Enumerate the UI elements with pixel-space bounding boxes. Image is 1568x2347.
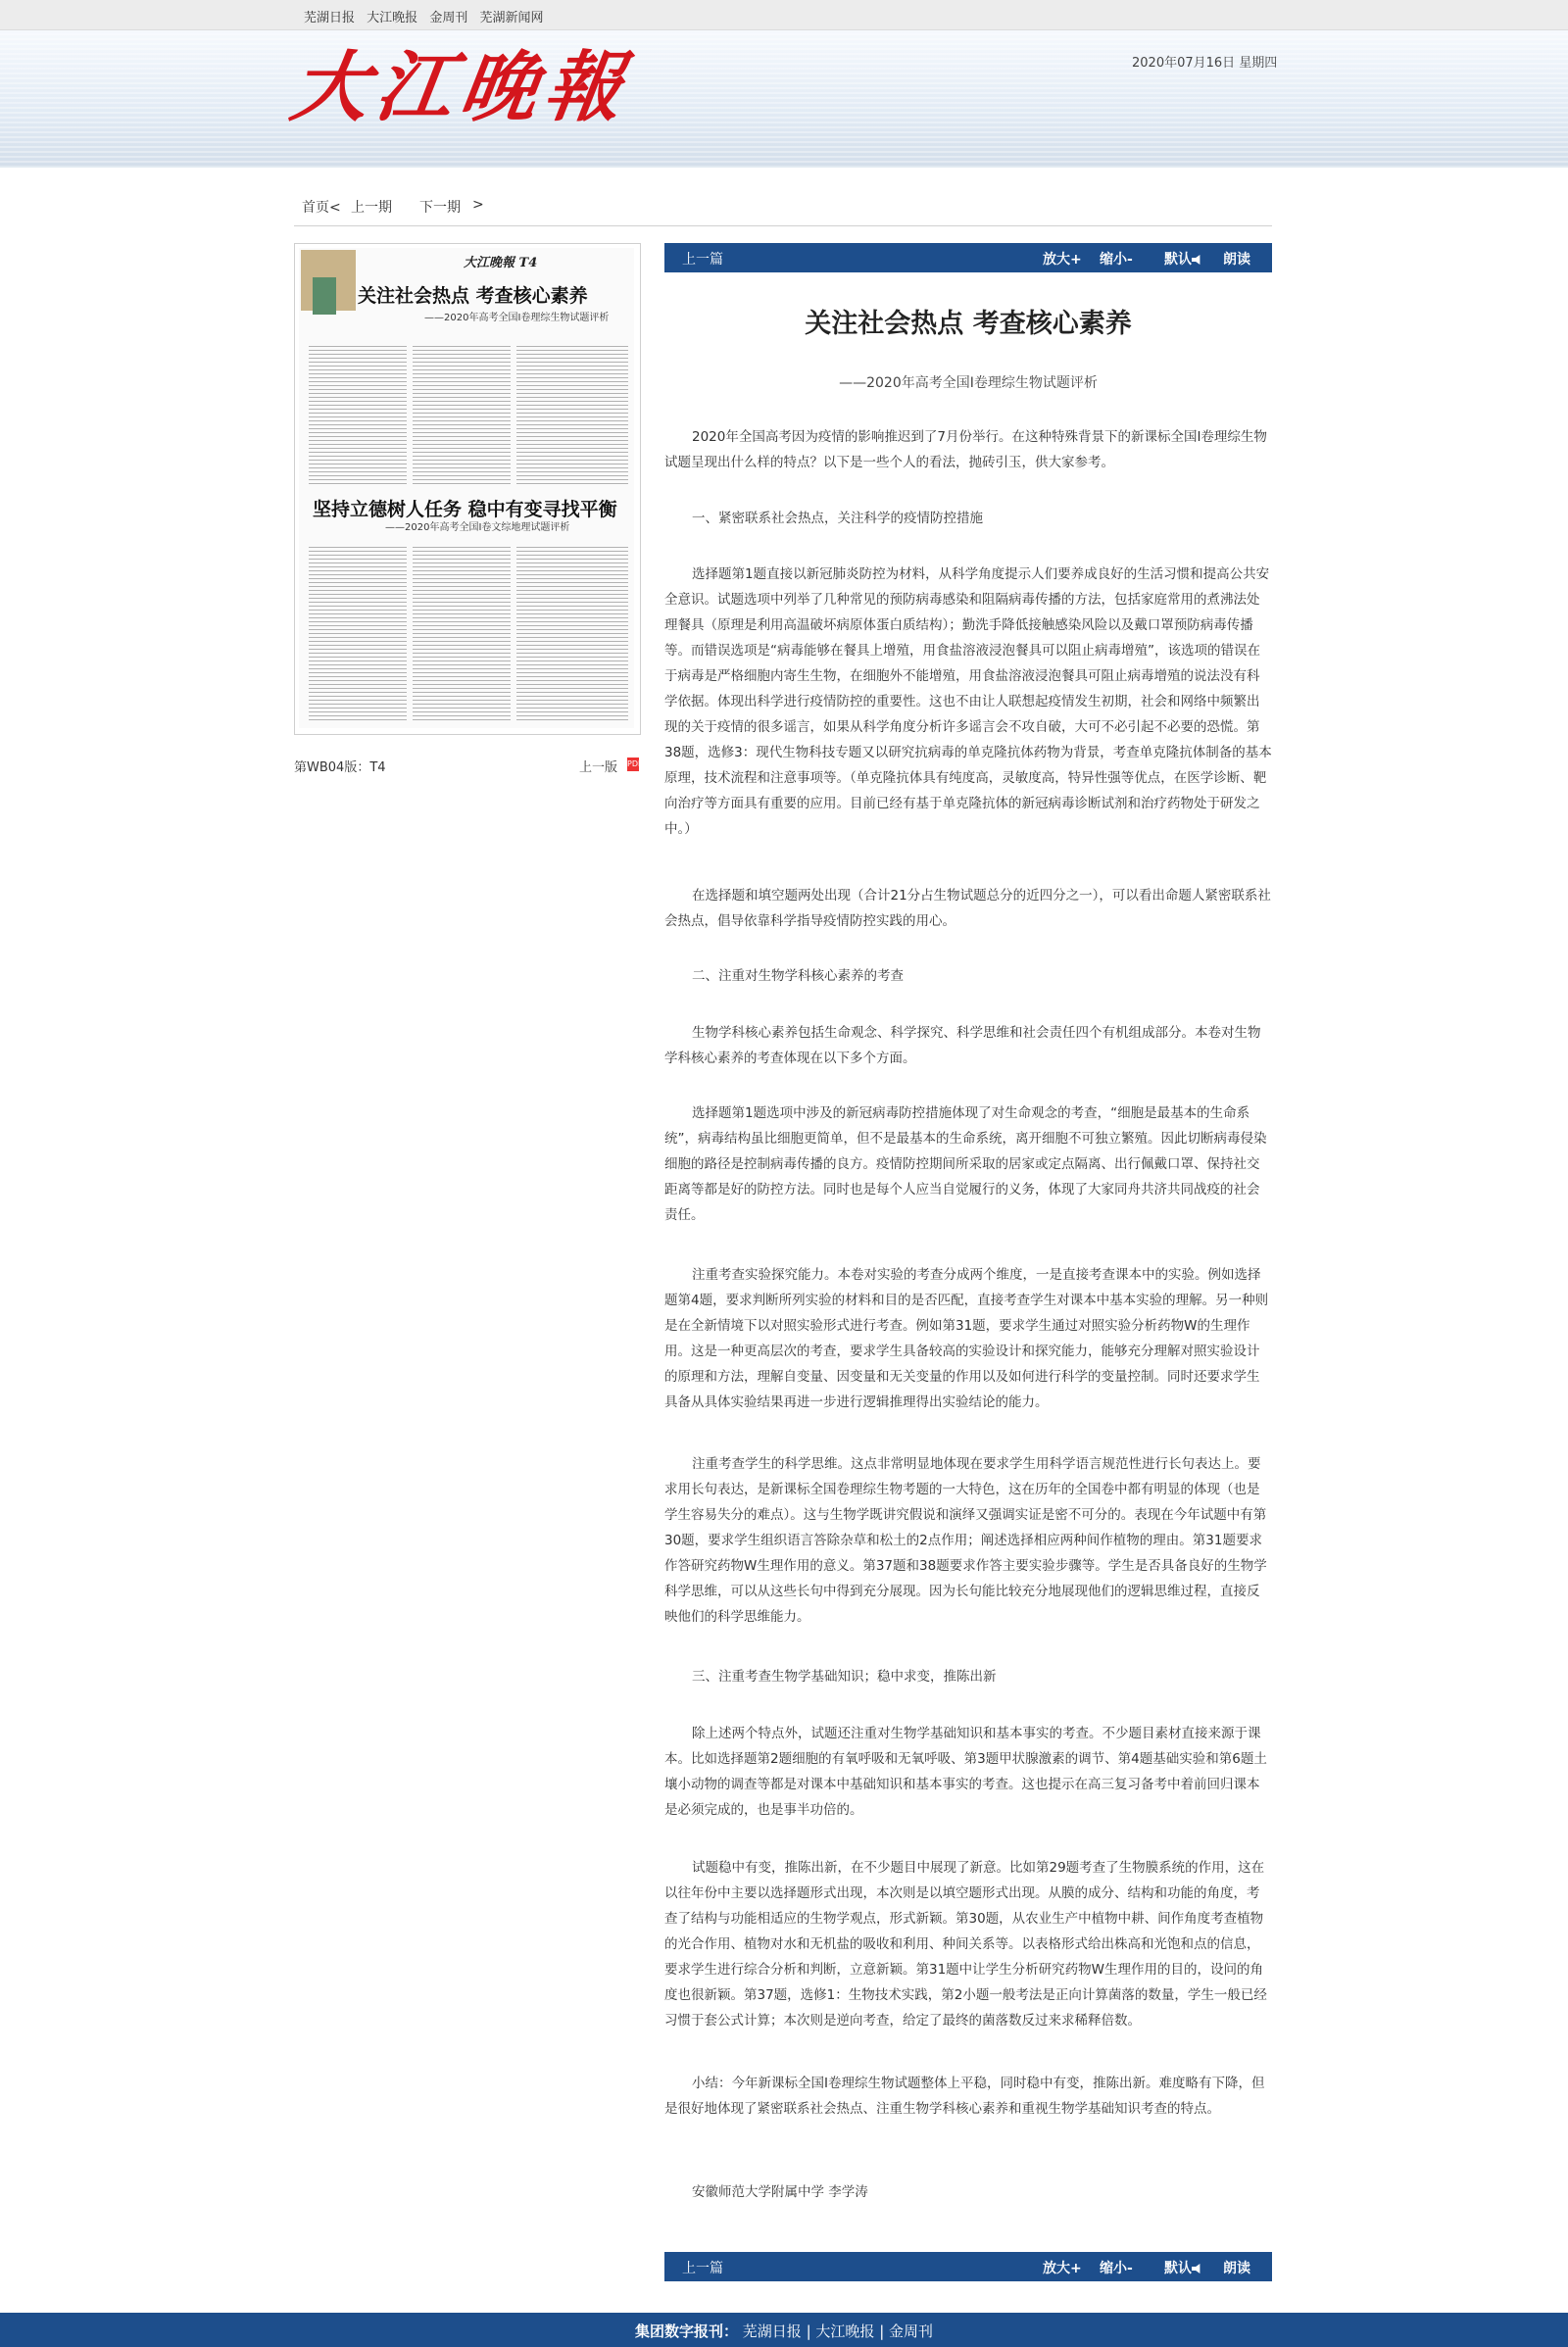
issue-date: 2020年07月16日 星期四 [1132, 56, 1278, 71]
page-thumbnail-frame[interactable] [294, 243, 641, 735]
thumbnail-footer [294, 757, 643, 776]
footer-divider: | [806, 2323, 816, 2340]
top-link-wuhu-news[interactable]: 芜湖新闻网 [479, 11, 544, 25]
top-bar [0, 0, 1568, 30]
article-subtitle: ——2020年高考全国Ⅰ卷理综生物试题评析 [839, 375, 1098, 391]
article-paragraph: 在选择题和填空题两处出现（合计21分占生物试题总分的近四分之一），可以看出命题人紧密联系社会热点，倡导依靠科学指导疫情防控实践的用心。 [664, 888, 1271, 929]
footer-link-dajiang-evening[interactable]: 大江晚报 [815, 2323, 875, 2340]
page-thumbnail[interactable] [299, 248, 634, 728]
page-label: 第WB04版：T4 [294, 760, 386, 775]
previous-article-link[interactable]: 上一篇 [682, 2261, 723, 2276]
default-size-button[interactable]: 默认 [1164, 249, 1205, 269]
top-link-golden-weekly[interactable]: 金周刊 [429, 11, 468, 25]
thumbnail-text-column [413, 346, 511, 487]
read-aloud-button[interactable]: 朗读 [1223, 2261, 1250, 2276]
zoom-out-button[interactable]: 缩小- [1100, 252, 1133, 268]
masthead [0, 30, 1568, 168]
section-heading: 二、注重对生物学科核心素养的考查 [692, 968, 904, 984]
article-toolbar-bottom [664, 2252, 1272, 2281]
zoom-in-button[interactable]: 放大+ [1043, 2261, 1082, 2276]
section-heading: 一、紧密联系社会热点，关注科学的疫情防控措施 [692, 511, 983, 526]
article-paragraph: 注重考查实验探究能力。本卷对实验的考查分成两个维度，一是直接考查课本中的实验。例如选择题第4题，要求判断所列实验的材料和目的是否匹配，直接考查学生对课本中基本实验的理解。另一种则是在全新情境下以对照实验形式进行考查。例如第31题，要求学生通过对照实验分析药物W的生理作用。这是一种更高层次的考查，要求学生具备较高的实验设计和探究能力，能够充分理解对照实验设计的原理和方法，理解自变量、因变量和无关变量的作用以及如何进行科学的变量控制。同时还要求学生具备从具体实验结果再进一步进行逻辑推理得出实验结论的能力。 [664, 1267, 1269, 1410]
article-paragraph: 选择题第1题选项中涉及的新冠病毒防控措施体现了对生命观念的考查，“细胞是最基本的生命系统”，病毒结构虽比细胞更简单，但不是最基本的生命系统，离开细胞不可独立繁殖。因此切断病毒侵染细胞的路径是控制病毒传播的良方。疫情防控期间所采取的居家或定点隔离、出行佩戴口罩、保持社交距离等都是好的防控方法。同时也是每个人应当自觉履行的义务，体现了大家同舟共济共同战疫的社会责任。 [664, 1105, 1267, 1223]
thumbnail-text-column [309, 547, 407, 721]
article-title: 关注社会热点 考查核心素养 [805, 309, 1132, 339]
thumbnail-article-title-1[interactable]: 关注社会热点 考查核心素养 [358, 285, 588, 307]
home-link[interactable]: 首页< [302, 200, 341, 216]
article-paragraph: 选择题第1题直接以新冠肺炎防控为材料，从科学角度提示人们要养成良好的生活习惯和提高公共安全意识。试题选项中列举了几种常见的预防病毒感染和阻隔病毒传播的方法，包括家庭常用的煮沸法处理餐具（原理是利用高温破坏病原体蛋白质结构）；勤洗手降低接触感染风险以及戴口罩预防病毒传播等。而错误选项是“病毒能够在餐具上增殖，用食盐溶液浸泡餐具可以阻止病毒增殖”，该选项的错误在于病毒是严格细胞内寄生生物，在细胞外不能增殖，用食盐溶液浸泡餐具可阻止病毒增殖的说法没有科学依据。体现出科学进行疫情防控的重要性。这也不由让人联想起疫情发生初期，社会和网络中频繁出现的关于疫情的很多谣言，如果从科学角度分析许多谣言会不攻自破，大可不必引起不必要的恐慌。第38题，选修3：现代生物科技专题又以研究抗病毒的单克隆抗体药物为背景，考查单克隆抗体制备的基本原理，技术流程和注意事项等。（单克隆抗体具有纯度高，灵敏度高，特异性强等优点，在医学诊断、靶向治疗等方面具有重要的应用。目前已经有基于单克隆抗体的新冠病毒诊断试剂和治疗药物处于研发之中。） [664, 566, 1272, 837]
issue-navigation [294, 192, 1272, 226]
thumbnail-article-subtitle-1: ——2020年高考全国Ⅰ卷理综生物试题评析 [424, 313, 610, 323]
top-link-dajiang-evening[interactable]: 大江晚报 [367, 11, 418, 25]
footer-link-wuhu-daily[interactable]: 芜湖日报 [742, 2323, 802, 2340]
footer-link-golden-weekly[interactable]: 金周刊 [889, 2323, 934, 2340]
thumbnail-text-column [309, 346, 407, 487]
footer-links [635, 2321, 933, 2341]
thumbnail-article-title-2[interactable]: 坚持立德树人任务 稳中有变寻找平衡 [313, 499, 617, 520]
thumbnail-masthead: 大江晚報 T4 [464, 256, 538, 270]
footer-bar [0, 2313, 1568, 2347]
article-paragraph: 小结：今年新课标全国Ⅰ卷理综生物试题整体上平稳，同时稳中有变，推陈出新。难度略有下降，但是很好地体现了紧密联系社会热点、注重生物学科核心素养和重视生物学基础知识考查的特点。 [664, 2076, 1265, 2117]
zoom-out-button[interactable]: 缩小- [1100, 2261, 1133, 2276]
thumbnail-article-subtitle-2: ——2020年高考全国Ⅰ卷文综地理试题评析 [385, 522, 570, 533]
footer-divider: | [879, 2323, 890, 2340]
article-paragraph: 试题稳中有变，推陈出新，在不少题目中展现了新意。比如第29题考查了生物膜系统的作用，这在以往年份中主要以选择题形式出现，本次则是以填空题形式出现。从膜的成分、结构和功能的角度，考查了结构与功能相适应的生物学观点，形式新颖。第30题，从农业生产中植物中耕、间作角度考查植物的光合作用、植物对水和无机盐的吸收和利用、种间关系等。以表格形式给出株高和光饱和点的信息，要求学生进行综合分析和判断，立意新颖。第31题中让学生分析研究药物W生理作用的目的，设问的角度也很新颖。第37题，选修1：生物技术实践，第2小题一般考法是正向计算菌落的数量，学生一般已经习惯于套公式计算；本次则是逆向考查，给定了最终的菌落数反过来求稀释倍数。 [664, 1860, 1267, 2029]
article-toolbar-top [664, 243, 1272, 272]
previous-issue-link[interactable]: 上一期 [351, 200, 392, 216]
next-issue-link[interactable]: 下一期 [419, 200, 461, 216]
thumbnail-text-column [413, 547, 511, 721]
article-paragraph: 生物学科核心素养包括生命观念、科学探究、科学思维和社会责任四个有机组成部分。本卷对生物学科核心素养的考查体现在以下多个方面。 [664, 1025, 1261, 1066]
thumbnail-text-column [516, 346, 628, 487]
article-author: 安徽师范大学附属中学 李学涛 [692, 2184, 868, 2200]
pdf-icon[interactable]: PDF [627, 758, 639, 771]
top-links [304, 7, 551, 25]
default-size-button[interactable]: 默认 [1164, 2258, 1205, 2277]
speaker-icon [1192, 2264, 1203, 2274]
previous-page-link[interactable]: 上一版 [579, 760, 618, 775]
previous-article-link[interactable]: 上一篇 [682, 252, 723, 268]
thumbnail-text-column [516, 547, 628, 721]
footer-label: 集团数字报刊： [635, 2323, 739, 2340]
thumbnail-graphic-accent [313, 277, 336, 315]
article-paragraph: 注重考查学生的科学思维。这点非常明显地体现在要求学生用科学语言规范性进行长句表达上。要求用长句表达，是新课标全国卷理综生物考题的一大特色，这在历年的全国卷中都有明显的体现（也是学生容易失分的难点）。这与生物学既讲究假说和演绎又强调实证是密不可分的。表现在今年试题中有第30题，要求学生组织语言答除杂草和松土的2点作用；阐述选择相应两种间作植物的理由。第31题要求作答研究药物W生理作用的意义。第37题和38题要求作答主要实验步骤等。学生是否具备良好的生物学科学思维，可以从这些长句中得到充分展现。因为长句能比较充分地展现他们的逻辑思维过程，直接反映他们的科学思维能力。 [664, 1456, 1267, 1625]
newspaper-logo[interactable]: 大江晚報 [285, 43, 636, 132]
top-link-wuhu-daily[interactable]: 芜湖日报 [304, 11, 356, 25]
zoom-in-button[interactable]: 放大+ [1043, 252, 1082, 268]
read-aloud-button[interactable]: 朗读 [1223, 252, 1250, 268]
article-paragraph: 2020年全国高考因为疫情的影响推迟到了7月份举行。在这种特殊背景下的新课标全国Ⅰ卷理综生物试题呈现出什么样的特点？以下是一些个人的看法，抛砖引玉，供大家参考。 [664, 429, 1267, 470]
section-heading: 三、注重考查生物学基础知识；稳中求变，推陈出新 [692, 1669, 997, 1685]
chevron-right-icon: > [472, 197, 484, 213]
article-paragraph: 除上述两个特点外，试题还注重对生物学基础知识和基本事实的考查。不少题目素材直接来源于课本。比如选择题第2题细胞的有氧呼吸和无氧呼吸、第3题甲状腺激素的调节、第4题基础实验和第6题土壤小动物的调查等都是对课本中基础知识和基本事实的考查。这也提示在高三复习备考中着前回归课本是必须完成的，也是事半功倍的。 [664, 1726, 1267, 1818]
speaker-icon [1192, 255, 1203, 265]
